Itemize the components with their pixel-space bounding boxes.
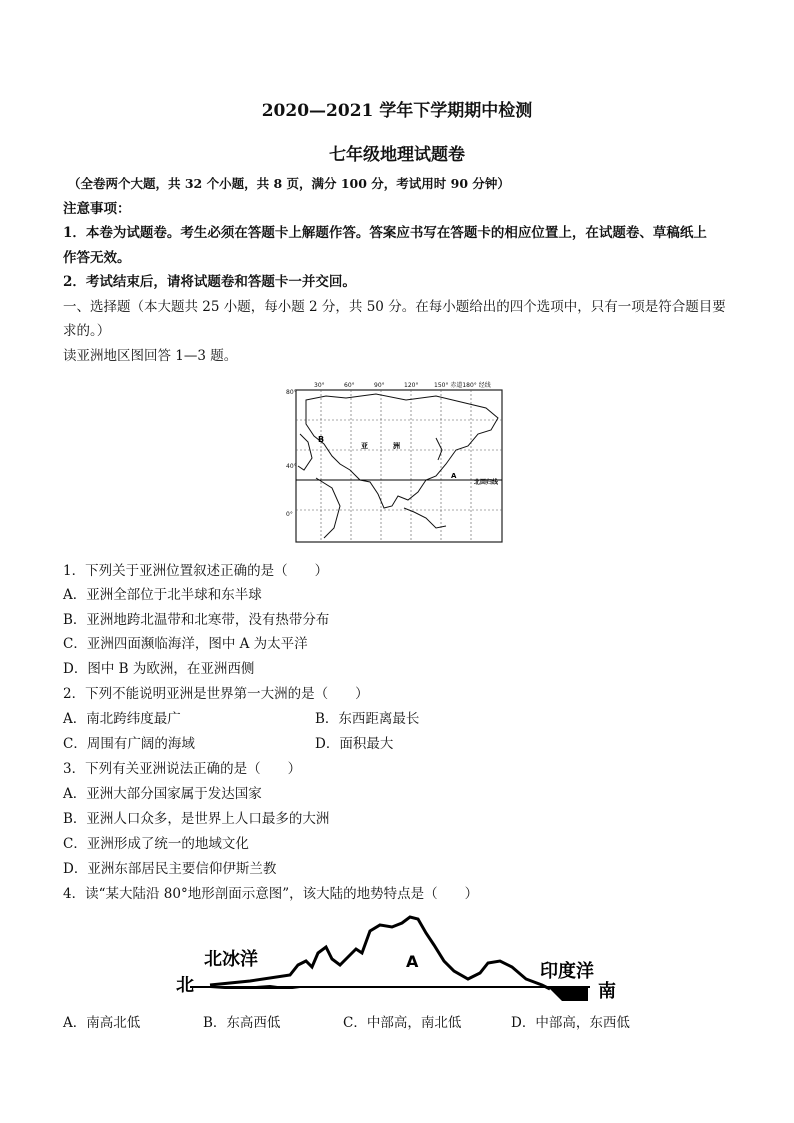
question-4-stem: 4．读“某大陆沿 80°地形剖面示意图”，该大陆的地势特点是（ ）: [63, 886, 479, 902]
terrain-profile-figure: [170, 905, 620, 1005]
map-label-lat-80: 80°: [286, 389, 297, 396]
notes-item-2: 2．考试结束后，请将试题卷和答题卡一并交回。: [63, 274, 356, 290]
notes-item-1: 1．本卷为试题卷。考生必须在答题卡上解题作答。答案应书写在答题卡的相应位置上，在试题卷、草稿纸上: [63, 225, 707, 241]
map-label-lon-120: 120°: [404, 382, 419, 389]
exam-subtitle: 七年级地理试题卷: [329, 145, 465, 165]
q1-option-a: A．亚洲全部位于北半球和东半球: [63, 587, 262, 603]
map-label-zhou: 洲: [393, 442, 400, 450]
map-label-lon-90: 90°: [374, 382, 385, 389]
profile-label-north-ocean: 北冰洋: [204, 949, 258, 970]
map-label-lon-150: 150° 赤道180° 经线: [434, 382, 491, 389]
q2-option-c: C．周围有广阔的海域: [63, 736, 195, 752]
q3-option-c: C．亚洲形成了统一的地域文化: [63, 836, 249, 852]
map-label-lon-60: 60°: [344, 382, 355, 389]
q4-option-b: B．东高西低: [203, 1015, 281, 1031]
q2-option-d: D．面积最大: [315, 736, 394, 752]
map-label-lat-0: 0°: [286, 511, 293, 518]
notes-item-1-cont: 作答无效。: [63, 250, 131, 266]
exam-info: （全卷两个大题，共 32 个小题，共 8 页，满分 100 分，考试用时 90 分钟）: [68, 176, 510, 191]
map-label-asia: 亚: [361, 442, 368, 450]
q4-option-d: D．中部高，东西低: [511, 1015, 630, 1031]
asia-map-figure: [286, 378, 506, 548]
map-label-tropic: 北回归线: [474, 479, 499, 486]
q2-option-a: A．南北跨纬度最广: [63, 711, 181, 727]
profile-label-north: 北: [176, 975, 194, 996]
map-prompt: 读亚洲地区图回答 1—3 题。: [63, 348, 238, 364]
map-label-b: B: [318, 435, 325, 444]
q1-option-c: C．亚洲四面濒临海洋，图中 A 为太平洋: [63, 636, 308, 652]
profile-label-south: 南: [598, 981, 616, 1002]
map-left-labels: [286, 389, 297, 518]
q3-option-b: B．亚洲人口众多，是世界上人口最多的大洲: [63, 811, 330, 827]
q3-option-d: D．亚洲东部居民主要信仰伊斯兰教: [63, 861, 277, 877]
q4-option-a: A．南高北低: [63, 1015, 141, 1031]
terrain-outline: [210, 917, 550, 989]
question-1-stem: 1．下列关于亚洲位置叙述正确的是（ ）: [63, 563, 329, 579]
map-label-a: A: [451, 472, 457, 480]
section-heading-cont: 求的。）: [63, 323, 111, 339]
exam-title: 2020—2021 学年下学期期中检测: [261, 101, 533, 121]
profile-label-peak: A: [406, 952, 419, 971]
south-sea-shelf: [548, 987, 588, 1001]
q1-option-d: D．图中 B 为欧洲，在亚洲西侧: [63, 661, 255, 677]
question-3-stem: 3．下列有关亚洲说法正确的是（ ）: [63, 761, 302, 777]
q4-option-c: C．中部高，南北低: [343, 1015, 462, 1031]
map-label-lon-30: 30°: [314, 382, 325, 389]
notes-heading: 注意事项：: [63, 201, 131, 217]
q2-option-b: B．东西距离最长: [315, 711, 420, 727]
map-top-labels: [314, 381, 491, 389]
section-heading: 一、选择题（本大题共 25 小题，每小题 2 分，共 50 分。在每小题给出的四个选项中，只有一项是符合题目要: [63, 299, 726, 315]
map-label-lat-40: 40°: [286, 463, 297, 470]
profile-label-south-ocean: 印度洋: [540, 961, 594, 982]
question-2-stem: 2．下列不能说明亚洲是世界第一大洲的是（ ）: [63, 686, 369, 702]
q3-option-a: A．亚洲大部分国家属于发达国家: [63, 786, 262, 802]
q1-option-b: B．亚洲地跨北温带和北寒带，没有热带分布: [63, 612, 330, 628]
